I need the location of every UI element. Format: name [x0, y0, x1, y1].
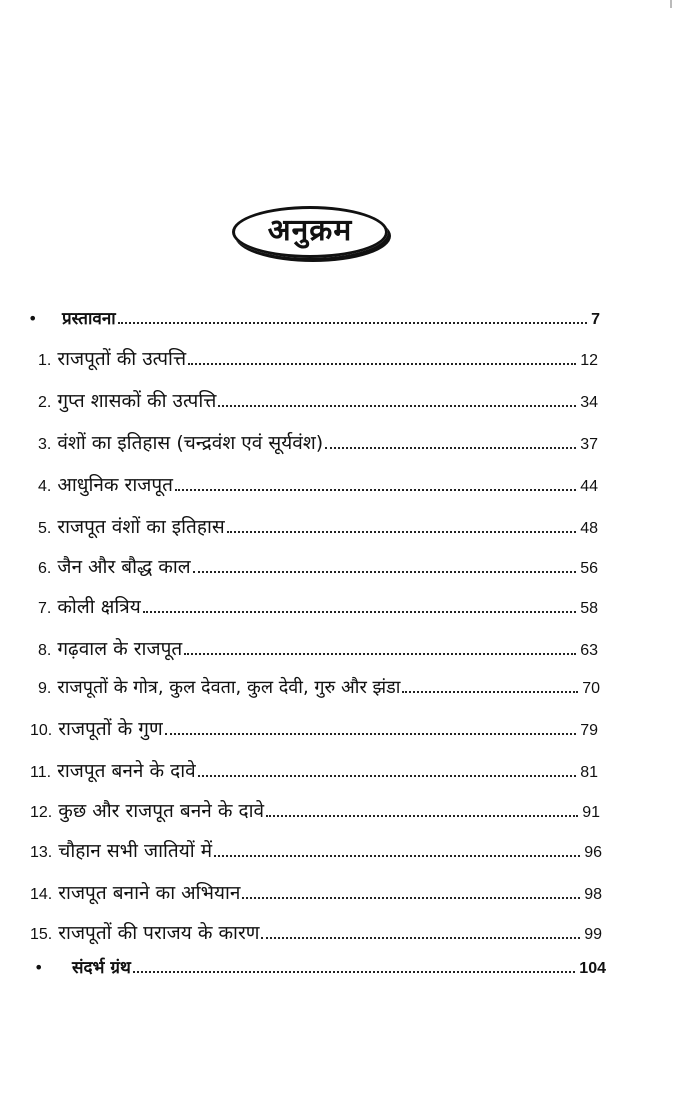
toc-entry-page: 37	[580, 436, 598, 453]
page-title: अनुक्रम	[267, 213, 353, 248]
toc-entry-4	[38, 471, 598, 501]
toc-entry-3	[38, 429, 598, 459]
toc-entry-number: 12.	[30, 804, 53, 821]
dot-leader	[188, 363, 576, 365]
dot-leader	[133, 971, 575, 973]
toc-entry-page: 34	[580, 394, 598, 411]
toc-entry-5	[38, 513, 598, 543]
toc-entry-label: राजपूतों के गोत्र, कुल देवता, कुल देवी, गुरु और झंडा	[57, 677, 401, 698]
dot-leader	[214, 855, 580, 857]
toc-entry-number: 8.	[38, 642, 52, 659]
toc-entry-label: वंशों का इतिहास (चन्द्रवंश एवं सूर्यवंश)	[57, 432, 324, 454]
toc-entry-14	[30, 879, 602, 909]
dot-leader	[227, 531, 576, 533]
toc-entry-page: 81	[580, 764, 598, 781]
toc-entry-intro	[28, 306, 600, 336]
toc-entry-number: 2.	[38, 394, 52, 411]
toc-entry-6	[38, 553, 598, 583]
toc-entry-number: 9.	[38, 680, 52, 697]
toc-entry-7	[38, 593, 598, 623]
dot-leader	[143, 611, 576, 613]
dot-leader	[242, 897, 580, 899]
toc-entry-number: 4.	[38, 478, 52, 495]
toc-entry-page: 44	[580, 478, 598, 495]
toc-entry-12	[30, 797, 600, 827]
toc-entry-references	[34, 955, 606, 985]
dot-leader	[198, 775, 577, 777]
toc-entry-page: 56	[580, 560, 598, 577]
dot-leader	[218, 405, 576, 407]
toc-entry-11	[30, 757, 598, 787]
toc-entry-label: राजपूत बनने के दावे	[57, 760, 196, 782]
toc-entry-label: प्रस्तावना	[62, 309, 116, 329]
toc-entry-label: कुछ और राजपूत बनने के दावे	[58, 800, 265, 822]
toc-entry-number: 3.	[38, 436, 52, 453]
toc-entry-page: 58	[580, 600, 598, 617]
dot-leader	[184, 653, 576, 655]
toc-entry-page: 96	[584, 844, 602, 861]
dot-leader	[118, 322, 587, 324]
toc-entry-number: 5.	[38, 520, 52, 537]
toc-entry-number: 14.	[30, 886, 53, 903]
bullet-icon: •	[34, 958, 44, 977]
toc-entry-page: 70	[582, 680, 600, 697]
toc-entry-page: 12	[580, 352, 598, 369]
toc-entry-page: 48	[580, 520, 598, 537]
toc-entry-2	[38, 387, 598, 417]
dot-leader	[175, 489, 576, 491]
toc-entry-number: 10.	[30, 722, 53, 739]
toc-entry-page: 99	[584, 926, 602, 943]
toc-entry-label: गढ़वाल के राजपूत	[57, 638, 183, 660]
toc-entry-page: 91	[582, 804, 600, 821]
dot-leader	[325, 447, 576, 449]
dot-leader	[266, 815, 578, 817]
toc-entry-15	[30, 919, 602, 949]
dot-leader	[402, 691, 578, 693]
toc-entry-label: आधुनिक राजपूत	[57, 474, 173, 496]
toc-entry-page: 7	[591, 311, 600, 328]
toc-entry-label: राजपूतों की पराजय के कारण	[58, 922, 260, 944]
toc-entry-page: 98	[584, 886, 602, 903]
toc-entry-number: 13.	[30, 844, 53, 861]
toc-entry-label: जैन और बौद्ध काल	[57, 556, 191, 578]
toc-entry-number: 11.	[30, 764, 52, 781]
toc-entry-label: राजपूतों की उत्पत्ति	[57, 348, 187, 370]
toc-entry-number: 1.	[38, 352, 52, 369]
toc-entry-8	[38, 635, 598, 665]
toc-entry-13	[30, 837, 602, 867]
dot-leader	[165, 733, 577, 735]
toc-entry-number: 15.	[30, 926, 53, 943]
toc-entry-label: राजपूतों के गुण	[58, 718, 163, 740]
toc-entry-number: 6.	[38, 560, 52, 577]
toc-entry-page: 104	[579, 960, 606, 977]
toc-entry-9	[38, 675, 600, 705]
toc-entry-label: गुप्त शासकों की उत्पत्ति	[57, 390, 217, 412]
toc-entry-label: कोली क्षत्रिय	[57, 596, 141, 618]
toc-entry-number: 7.	[38, 600, 52, 617]
toc-entry-label: राजपूत बनाने का अभियान	[58, 882, 241, 904]
dot-leader	[193, 571, 577, 573]
bullet-icon: •	[28, 309, 38, 328]
toc-entry-label: राजपूत वंशों का इतिहास	[57, 516, 225, 538]
dot-leader	[261, 937, 580, 939]
toc-entry-1	[38, 345, 598, 375]
toc-entry-label: चौहान सभी जातियों में	[58, 840, 213, 862]
toc-entry-page: 63	[580, 642, 598, 659]
toc-entry-10	[30, 715, 598, 745]
toc-entry-page: 79	[580, 722, 598, 739]
toc-entry-label: संदर्भ ग्रंथ	[72, 958, 131, 978]
